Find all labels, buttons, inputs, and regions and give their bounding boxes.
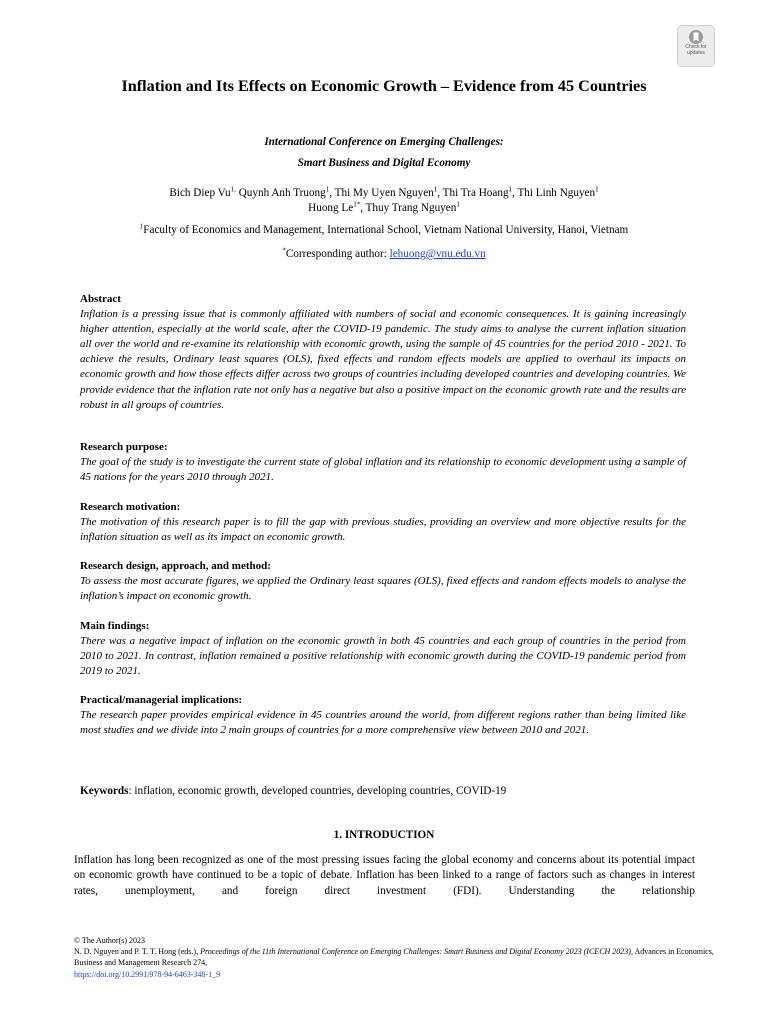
conference-line-1: International Conference on Emerging Challenges: [264,136,504,148]
author-line-1: Bich Diep $Vu^{1,}$ Quynh Anh Truong$^1$, Thi My Uyen Nguyen$^1$, Thi Tra Hoang$^1$, Thi Linh Nguyen$^1$ [169,185,599,199]
author-list [40,186,728,216]
keywords [80,785,506,797]
research-design-text: To assess the most accurate figures, we applied the Ordinary least squares (OLS), fixed effects and random effects models to analyse the inflation’s impact on economic growth. [80,575,686,603]
affiliation: $^1$Faculty of Economics and Management, International School, Vietnam National University, Hanoi, Vietnam [139,222,629,236]
implications-heading: Practical/managerial implications: [80,694,243,706]
research-motivation-heading: Research motivation: [80,501,181,513]
bookmark-icon [688,29,704,45]
paper-title: Inflation and Its Effects on Economic Growth – Evidence from 45 Countries [121,77,647,95]
doi-link[interactable]: https://doi.org/10.2991/978-94-6463-348-1_9 [74,969,221,979]
footer [74,935,714,980]
main-findings-text: There was a negative impact of inflation on the economic growth in both 45 countries and each group of countries in the period from 2010 to 2021. In contrast, inflation remained a positive relationship with economic growth during the COVID-19 pandemic period from 2019 to 2021. [80,635,686,678]
implications-text: The research paper provides empirical evidence in 45 countries around the world, from different regions rather than being limited like most studies and we divide into 2 main groups of countries for a more comprehensive view between 2010 and 2021. [80,709,686,737]
research-purpose-text: The goal of the study is to investigate the current state of global inflation and its relationship to economic development using a sample of 45 nations for the years 2010 through 2021. [80,456,686,484]
author-line-2: Huong $Le^{1*}$, Thuy Trang Nguyen$^1$ [308,200,460,214]
corresponding-author: *Corresponding author: lehuong@vnu.edu.vn [282,246,486,260]
badge-label: Check for updates [685,44,707,56]
research-purpose-heading: Research purpose: [80,441,168,453]
conference-line-2: Smart Business and Digital Economy [297,157,471,169]
abstract-text: Inflation is a pressing issue that is commonly affiliated with numbers of social and economic consequences. It is gaining increasingly higher attention, especially at the world scale, after the COVID-19 pandemic. The study aims to analyse the current inflation situation all over the world and re-examine its relationship with economic growth, using the sample of 45 countries for the period 2010 - 2021. To achieve the results, Ordinary least squares (OLS), fixed effects and random effects models are applied to overhaul its impacts on economic growth and how those effects differ across two groups of countries including developed countries and developing countries. We provide evidence that the inflation rate not only has a negative but also a positive impact on the economic growth rate and the results are robust in all groups of countries. [80,308,686,411]
abstract-section [80,292,686,413]
citation: N. D. Nguyen and P. T. T. Hong (eds.), Proceedings of the 11th International Conference on Emerging Challenges: Smart Business and Digital Economy 2023 (ICECH 2023), Advances in Economics, Business and Management Research 274, [74,947,714,968]
keywords-text: : inflation, economic growth, developed countries, developing countries, COVID-19 [128,785,507,797]
research-design-heading: Research design, approach, and method: [80,560,271,572]
abstract-heading: Abstract [80,293,121,305]
research-motivation-section [80,500,686,545]
research-motivation-text: The motivation of this research paper is to fill the gap with previous studies, providing an overview and more objective results for the inflation situation as well as its impact on economic growth. [80,516,686,544]
check-for-updates-badge[interactable] [677,25,715,67]
keywords-label: Keywords [80,785,129,797]
author-email-link[interactable]: lehuong@vnu.edu.vn [389,248,486,260]
introduction-heading: 1. INTRODUCTION [333,829,435,841]
introduction-text: Inflation has long been recognized as one of the most pressing issues facing the global economy and concerns about its potential impact on economic growth have continued to be a topic of debate. Inflation has been linked to a range of factors such as changes in interest rates, unemployment, and foreign direct investment (FDI). Understanding the relationship [74,854,695,897]
main-findings-heading: Main findings: [80,620,150,632]
copyright: © The Author(s) 2023 [74,936,146,945]
research-purpose-section [80,440,686,485]
main-findings-section [80,619,686,679]
research-design-section [80,559,686,604]
implications-section [80,693,686,738]
